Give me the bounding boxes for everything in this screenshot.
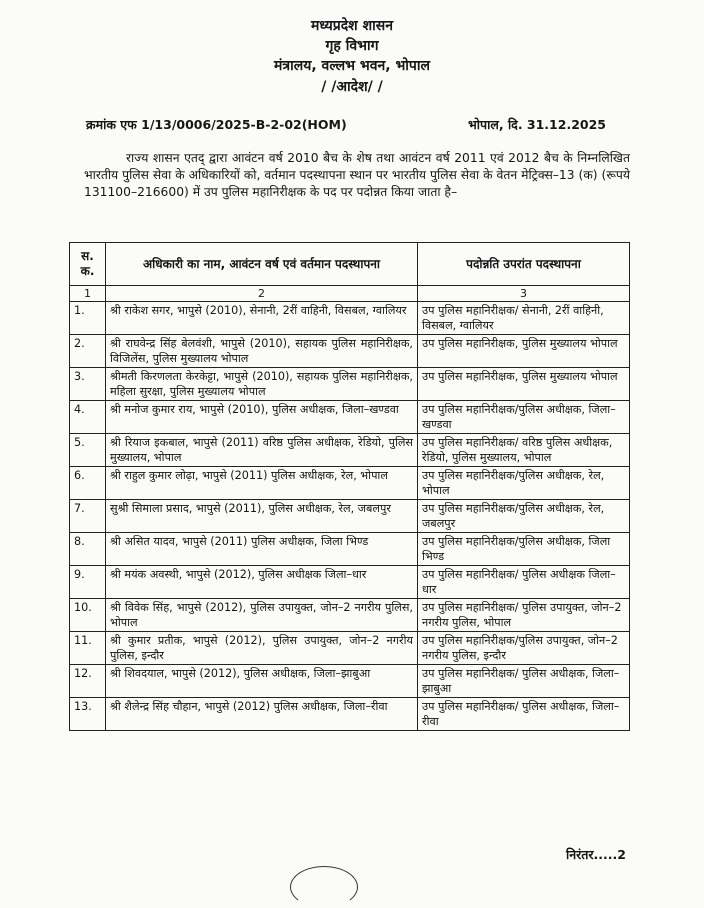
address-heading: मंत्रालय, वल्लभ भवन, भोपाल — [274, 58, 430, 74]
posting-cell: उप पुलिस महानिरीक्षक/ पुलिस अधीक्षक, जिला–रीवा — [418, 698, 630, 731]
posting-cell: उप पुलिस महानिरीक्षक/ पुलिस अधीक्षक, जिला–झाबुआ — [418, 665, 630, 698]
column-number-row — [70, 286, 630, 302]
officer-cell: श्रीमती किरणलता केरकेट्टा, भापुसे (2010), सहायक पुलिस महानिरीक्षक, महिला सुरक्षा, पुलिस मुख्यालय भोपाल — [106, 368, 418, 401]
officer-cell: श्री राघवेन्द्र सिंह बेलवंशी, भापुसे (2010), सहायक पुलिस महानिरीक्षक, विजिलेंस, पुलिस मुख्यालय भोपाल — [106, 335, 418, 368]
posting-cell: उप पुलिस महानिरीक्षक/पुलिस अधीक्षक, जिला–खण्डवा — [418, 401, 630, 434]
officer-cell: श्री राहुल कुमार लोढ़ा, भापुसे (2011) पुलिस अधीक्षक, रेल, भोपाल — [106, 467, 418, 500]
posting-cell: उप पुलिस महानिरीक्षक/पुलिस अधीक्षक, रेल, जबलपुर — [418, 500, 630, 533]
officer-cell: श्री मनोज कुमार राय, भापुसे (2010), पुलिस अधीक्षक, जिला–खण्डवा — [106, 401, 418, 434]
officer-cell: श्री कुमार प्रतीक, भापुसे (2012), पुलिस उपायुक्त, जोन–2 नगरीय पुलिस, इन्दौर — [106, 632, 418, 665]
column-number: 2 — [106, 286, 418, 302]
continued-note: निरंतर.....2 — [566, 847, 626, 862]
government-heading: मध्यप्रदेश शासन — [311, 18, 393, 34]
posting-cell: उप पुलिस महानिरीक्षक, पुलिस मुख्यालय भोपाल — [418, 368, 630, 401]
table-row — [70, 698, 630, 731]
table-header-row — [70, 243, 630, 286]
header-posting: पदोन्नति उपरांत पदस्थापना — [418, 243, 630, 286]
posting-cell: उप पुलिस महानिरीक्षक/पुलिस अधीक्षक, जिला भिण्ड — [418, 533, 630, 566]
serial-cell: 4. — [70, 401, 106, 434]
posting-cell: उप पुलिस महानिरीक्षक/ सेनानी, 2रीं वाहिनी, विसबल, ग्वालियर — [418, 302, 630, 335]
intro-paragraph: राज्य शासन एतद् द्वारा आवंटन वर्ष 2010 बैच के शेष तथा आवंटन वर्ष 2011 एवं 2012 बैच के निम्नलिखित भारतीय पुलिस सेवा के अधिकारियों को, वर्तमान पदस्थापना स्थान पर भारतीय पुलिस सेवा के वेतन मेट्रिक्स–13 (क) (रूपये 131100–216600) में उप पुलिस महानिरीक्षक के पद पर पदोन्नत किया जाता है– — [84, 151, 630, 200]
posting-cell: उप पुलिस महानिरीक्षक/पुलिस अधीक्षक, रेल, भोपाल — [418, 467, 630, 500]
serial-cell: 12. — [70, 665, 106, 698]
stamp-mark — [290, 866, 358, 908]
serial-cell: 8. — [70, 533, 106, 566]
header-officer: अधिकारी का नाम, आवंटन वर्ष एवं वर्तमान पदस्थापना — [106, 243, 418, 286]
officer-cell: श्री मयंक अवस्थी, भापुसे (2012), पुलिस अधीक्षक जिला–धार — [106, 566, 418, 599]
table-row — [70, 599, 630, 632]
officer-cell: श्री रियाज इकबाल, भापुसे (2011) वरिष्ठ पुलिस अधीक्षक, रेडियो, पुलिस मुख्यालय, भोपाल — [106, 434, 418, 467]
posting-cell: उप पुलिस महानिरीक्षक, पुलिस मुख्यालय भोपाल — [418, 335, 630, 368]
table-row — [70, 533, 630, 566]
officer-cell: श्री विवेक सिंह, भापुसे (2012), पुलिस उपायुक्त, जोन–2 नगरीय पुलिस, भोपाल — [106, 599, 418, 632]
serial-cell: 3. — [70, 368, 106, 401]
table-row — [70, 401, 630, 434]
table-row — [70, 302, 630, 335]
order-title: / /आदेश/ / — [321, 79, 383, 95]
posting-cell: उप पुलिस महानिरीक्षक/ पुलिस अधीक्षक जिला–धार — [418, 566, 630, 599]
column-number: 3 — [418, 286, 630, 302]
serial-cell: 1. — [70, 302, 106, 335]
posting-cell: उप पुलिस महानिरीक्षक/ वरिष्ठ पुलिस अधीक्षक, रेडियो, पुलिस मुख्यालय, भोपाल — [418, 434, 630, 467]
promotion-table — [69, 242, 630, 731]
serial-cell: 10. — [70, 599, 106, 632]
officer-cell: श्री शिवदयाल, भापुसे (2012), पुलिस अधीक्षक, जिला–झाबुआ — [106, 665, 418, 698]
department-heading: गृह विभाग — [325, 38, 379, 54]
table-row — [70, 632, 630, 665]
serial-cell: 6. — [70, 467, 106, 500]
order-number: क्रमांक एफ 1/13/0006/2025-B-2-02(HOM) — [86, 117, 347, 132]
table-row — [70, 368, 630, 401]
table-row — [70, 500, 630, 533]
officer-cell: श्री राकेश सगर, भापुसे (2010), सेनानी, 2रीं वाहिनी, विसबल, ग्वालियर — [106, 302, 418, 335]
officer-cell: श्री शैलेन्द्र सिंह चौहान, भापुसे (2012) पुलिस अधीक्षक, जिला–रीवा — [106, 698, 418, 731]
table-row — [70, 467, 630, 500]
officer-cell: श्री असित यादव, भापुसे (2011) पुलिस अधीक्षक, जिला भिण्ड — [106, 533, 418, 566]
officer-cell: सुश्री सिमाला प्रसाद, भापुसे (2011), पुलिस अधीक्षक, रेल, जबलपुर — [106, 500, 418, 533]
serial-cell: 2. — [70, 335, 106, 368]
serial-cell: 7. — [70, 500, 106, 533]
posting-cell: उप पुलिस महानिरीक्षक/पुलिस उपायुक्त, जोन–2 नगरीय पुलिस, इन्दौर — [418, 632, 630, 665]
serial-cell: 5. — [70, 434, 106, 467]
serial-cell: 13. — [70, 698, 106, 731]
table-row — [70, 566, 630, 599]
header-serial: स. क. — [70, 243, 106, 286]
table-row — [70, 434, 630, 467]
serial-cell: 11. — [70, 632, 106, 665]
serial-cell: 9. — [70, 566, 106, 599]
posting-cell: उप पुलिस महानिरीक्षक/ पुलिस उपायुक्त, जोन–2 नगरीय पुलिस, भोपाल — [418, 599, 630, 632]
table-row — [70, 665, 630, 698]
table-row — [70, 335, 630, 368]
order-date: भोपाल, दि. 31.12.2025 — [468, 117, 606, 132]
column-number: 1 — [70, 286, 106, 302]
